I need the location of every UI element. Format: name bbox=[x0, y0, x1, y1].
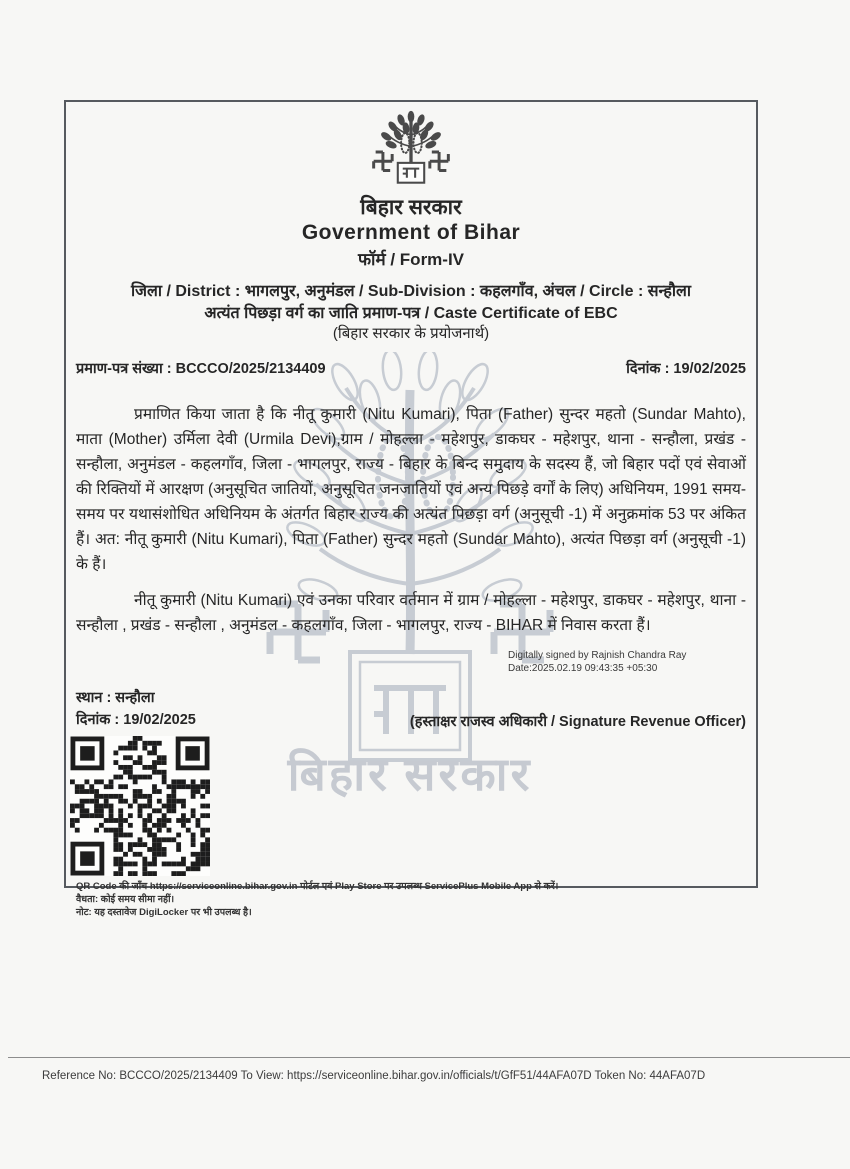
watermark-text: बिहार सरकार bbox=[287, 749, 533, 800]
form-number-line: फॉर्म / Form-IV bbox=[357, 250, 465, 269]
footer-reference-line: Reference No: BCCCO/2025/2134409 To View: https://serviceonline.bihar.gov.in/officials/t/GfF51/44AFA07D Token No: 44AFA07D bbox=[42, 1070, 706, 1082]
purpose-line: (बिहार सरकार के प्रयोजनार्थ) bbox=[332, 325, 490, 342]
bihar-government-emblem-icon bbox=[359, 110, 463, 186]
digital-signature-line1: Digitally signed by Rajnish Chandra Ray bbox=[508, 650, 687, 661]
validity-note: वैधता: कोई समय सीमा नहीं। bbox=[76, 894, 175, 905]
certificate-body-paragraph-1: प्रमाणित किया जाता है कि नीतू कुमारी (Nitu Kumari), पिता (Father) सुन्दर महतो (Sundar Mahto), माता (Mother) उर्मिला देवी (Urmila Devi),ग्राम / मोहल्ला - महेशपुर, डाकघर - महेशपुर, थाना - सन्हौला, प्रखंड - सन्हौला, अनुमंडल - कहलगाँव, जिला - भागलपुर, राज्य - बिहार के बिन्द समुदाय के सदस्य हैं, जो बिहार पदों एवं सेवाओं की रिक्तियों में आरक्षण (अनुसूचित जातियों, अनुसूचित जनजातियों एवं अन्य पिछड़े वर्गों के लिए) अधिनियम, 1991 समय-समय पर यथासंशोधित अधिनियम के अंतर्गत बिहार राज्य की अत्यंत पिछड़ा वर्ग (अनुसूची -1) में अनुक्रमांक 53 पर अंकित हैं। अत: नीतू कुमारी (Nitu Kumari), पिता (Father) सुन्दर महतो (Sundar Mahto), अत्यंत पिछड़ा वर्ग (अनुसूची -1) के हैं। bbox=[76, 406, 746, 573]
certificate-date: दिनांक : 19/02/2025 bbox=[626, 361, 746, 377]
page-title-english: Government of Bihar bbox=[301, 221, 521, 244]
certificate-body-paragraph-2: नीतू कुमारी (Nitu Kumari) एवं उनका परिवार वर्तमान में ग्राम / मोहल्ला - महेशपुर, डाकघर - महेशपुर, थाना - सन्हौला , प्रखंड - सन्हौला , अनुमंडल - कहलगाँव, जिला - भागलपुर, राज्य - BIHAR में निवास करता हैं। bbox=[76, 592, 746, 634]
certificate-number: प्रमाण-पत्र संख्या : BCCCO/2025/2134409 bbox=[76, 361, 326, 377]
qr-check-note: QR Code की जाँच https://serviceonline.bihar.gov.in पोर्टल एवं Play Store पर उपलब्ध ServicePlus Mobile App से करें। bbox=[76, 881, 559, 892]
header-emblem bbox=[76, 102, 746, 191]
certificate-meta-row bbox=[76, 358, 746, 378]
digital-signature-line2: Date:2025.02.19 09:43:35 +05:30 bbox=[508, 663, 658, 674]
qr-code bbox=[70, 736, 210, 876]
footer-divider bbox=[8, 1057, 850, 1058]
revenue-officer-signature-label: (हस्ताक्षर राजस्व अधिकारी / Signature Revenue Officer) bbox=[409, 714, 746, 730]
qr-code-icon bbox=[70, 736, 210, 876]
place-line: स्थान : सन्हौला bbox=[76, 690, 155, 706]
certificate-type-line: अत्यंत पिछड़ा वर्ग का जाति प्रमाण-पत्र / Caste Certificate of EBC bbox=[204, 305, 618, 322]
date-line: दिनांक : 19/02/2025 bbox=[76, 712, 196, 728]
page-title-hindi: बिहार सरकार bbox=[360, 196, 462, 219]
digital-signature-block bbox=[508, 649, 746, 675]
signature-row bbox=[76, 687, 746, 731]
qr-notes-block bbox=[76, 880, 746, 919]
certificate-box bbox=[64, 100, 758, 918]
place-date-block bbox=[76, 687, 196, 731]
digilocker-note: नोट: यह दस्तावेज DigiLocker पर भी उपलब्ध है। bbox=[76, 907, 252, 918]
district-subdivision-circle-line: जिला / District : भागलपुर, अनुमंडल / Sub-Division : कहलगाँव, अंचल / Circle : सन्हौला bbox=[131, 283, 691, 300]
